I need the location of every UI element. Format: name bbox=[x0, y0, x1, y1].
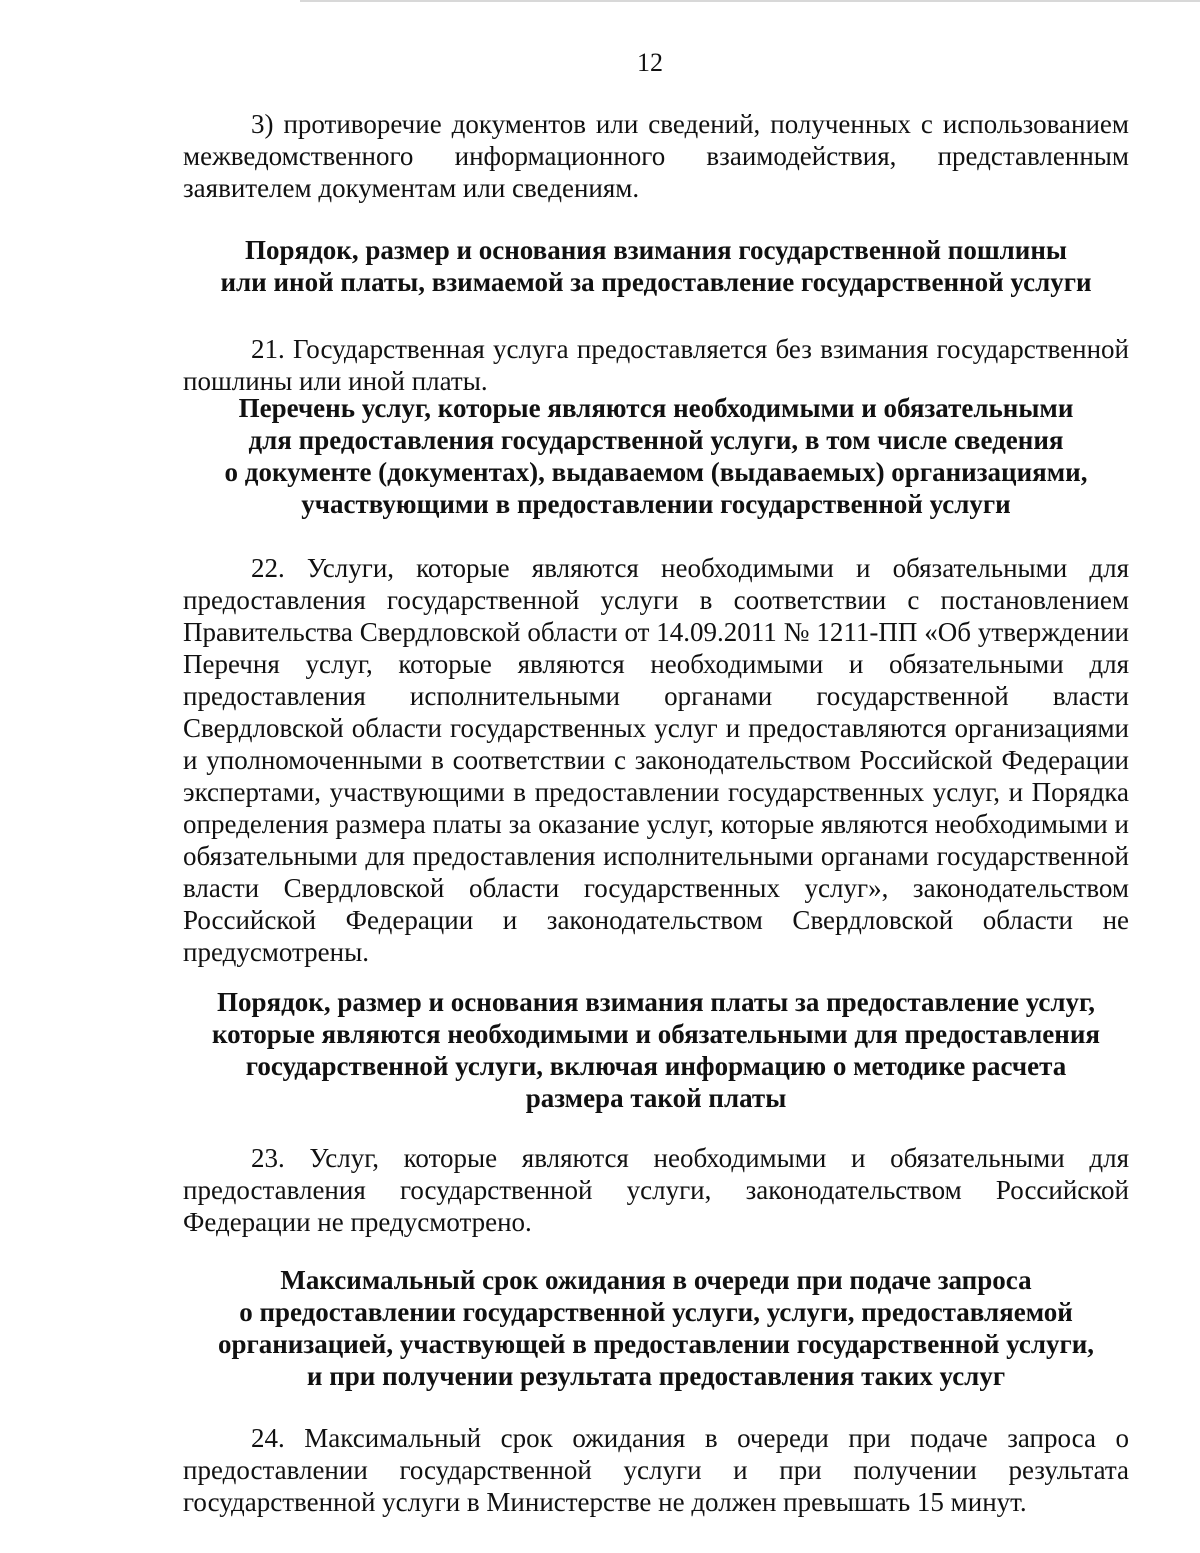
heading-payment-line: которые являются необходимыми и обязательными для предоставления bbox=[211, 1019, 1101, 1049]
heading-services-list-line: для предоставления государственной услуги, в том числе сведения bbox=[248, 425, 1064, 455]
heading-services-list bbox=[183, 392, 1129, 520]
heading-queue-line: Максимальный срок ожидания в очереди при подаче запроса bbox=[280, 1265, 1032, 1295]
heading-payment-line: размера такой платы bbox=[525, 1083, 787, 1113]
heading-payment bbox=[183, 986, 1129, 1114]
heading-fee-line: Порядок, размер и основания взимания государственной пошлины bbox=[245, 235, 1067, 265]
page-number: 12 bbox=[637, 48, 663, 77]
heading-queue-line: о предоставлении государственной услуги, услуги, предоставляемой bbox=[239, 1297, 1073, 1327]
paragraph-24: 24. Максимальный срок ожидания в очереди при подаче запроса о предоставлении государственной услуги и при получении результата государственной услуги в Министерстве не должен превышать 15 минут. bbox=[183, 1423, 1129, 1517]
heading-queue-line: организацией, участвующей в предоставлении государственной услуги, bbox=[217, 1329, 1095, 1359]
heading-queue bbox=[183, 1264, 1129, 1392]
paragraph-21: 21. Государственная услуга предоставляется без взимания государственной пошлины или иной платы. bbox=[183, 334, 1129, 396]
heading-services-list-line: участвующими в предоставлении государственной услуги bbox=[301, 489, 1011, 519]
paragraph-21-block bbox=[183, 333, 1129, 397]
heading-payment-line: государственной услуги, включая информацию о методике расчета bbox=[245, 1051, 1067, 1081]
paragraph-22: 22. Услуги, которые являются необходимыми и обязательными для предоставления государственной услуги в соответствии с постановлением Правительства Свердловской области от 14.09.2011 № 1211-ПП «Об утверждении Перечня услуг, которые являются необходимыми и обязательными для предоставления исполнительными органами государственной власти Свердловской области государственных услуг и предоставляются организациями и уполномоченными в соответствии с законодательством Российской Федерации экспертами, участвующими в предоставлении государственных услуг, и Порядка определения размера платы за оказание услуг, которые являются необходимыми и обязательными для предоставления исполнительными органами государственной власти Свердловской области государственных услуг», законодательством Российской Федерации и законодательством Свердловской области не предусмотрены. bbox=[183, 553, 1129, 967]
heading-payment-line: Порядок, размер и основания взимания платы за предоставление услуг, bbox=[217, 987, 1095, 1017]
heading-services-list-line: о документе (документах), выдаваемом (выдаваемых) организациями, bbox=[224, 457, 1088, 487]
heading-queue-line: и при получении результата предоставления таких услуг bbox=[306, 1361, 1006, 1391]
heading-fee-line: или иной платы, взимаемой за предоставление государственной услуги bbox=[220, 267, 1092, 297]
heading-services-list-line: Перечень услуг, которые являются необходимыми и обязательными bbox=[238, 393, 1074, 423]
scan-edge-line bbox=[300, 0, 1200, 2]
paragraph-24-block bbox=[183, 1422, 1129, 1518]
paragraph-22-block bbox=[183, 552, 1129, 968]
paragraph-3: 3) противоречие документов или сведений, полученных с использованием межведомственного информационного взаимодействия, представленным заявителем документам или сведениям. bbox=[183, 109, 1129, 203]
heading-fee bbox=[183, 234, 1129, 298]
paragraph-23: 23. Услуг, которые являются необходимыми и обязательными для предоставления государственной услуги, законодательством Российской Федерации не предусмотрено. bbox=[183, 1143, 1129, 1237]
paragraph-23-block bbox=[183, 1142, 1129, 1238]
paragraph-3-block bbox=[183, 108, 1129, 204]
